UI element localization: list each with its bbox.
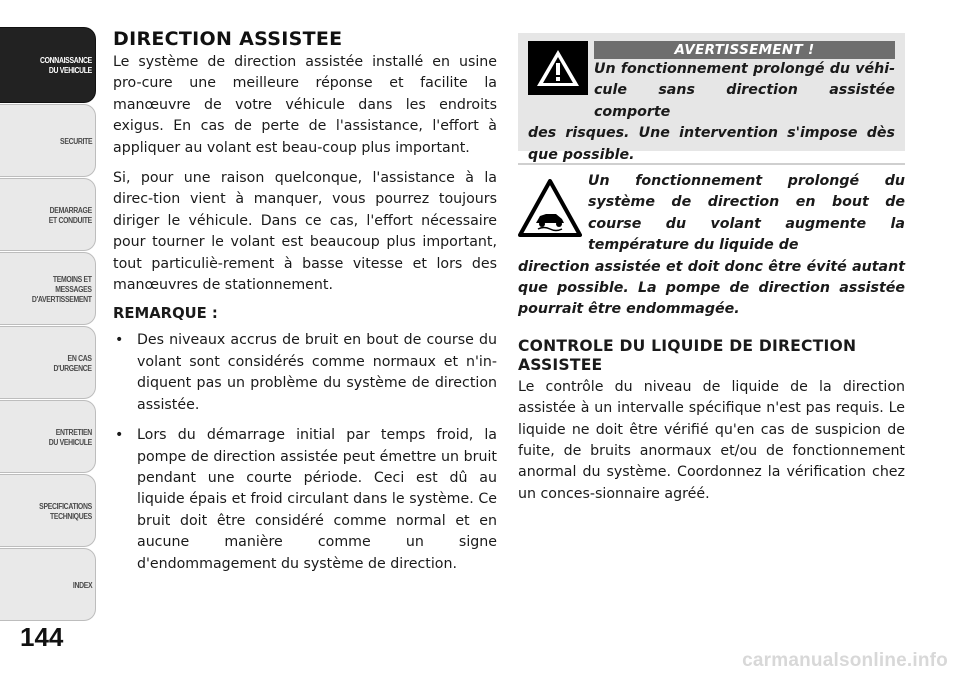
tab-connaissance-du-vehicule[interactable]	[0, 27, 96, 103]
bullet-icon: •	[115, 332, 124, 349]
tab-label: SPECIFICATIONS TECHNIQUES	[39, 500, 92, 521]
right-column	[518, 33, 905, 505]
bullet-icon: •	[115, 427, 124, 444]
tab-temoins-et-messages[interactable]	[0, 252, 96, 325]
caution-text-indented: Un fonctionnement prolongé du système de direction en bout de course du volant augmente la température du liquide de	[588, 173, 905, 254]
tab-securite[interactable]	[0, 104, 96, 177]
tab-entretien-du-vehicule[interactable]	[0, 400, 96, 473]
section-title: DIRECTION ASSISTEE	[113, 28, 343, 50]
tab-index[interactable]	[0, 548, 96, 621]
car-skid-triangle-icon	[518, 179, 582, 237]
bullet-list	[113, 330, 497, 574]
tab-label: EN CAS D'URGENCE	[53, 352, 92, 373]
list-item	[113, 330, 497, 416]
tab-demarrage-et-conduite[interactable]	[0, 178, 96, 251]
paragraph: Le système de direction assistée installé en usine pro-cure une meilleure réponse et facilite la manœuvre de votre véhicule dans les endroits exigus. En cas de perte de l'assistance, l'effort à appliquer au volant est beau-coup plus important.	[113, 54, 497, 156]
note-title: REMARQUE :	[113, 305, 218, 323]
warning-triangle-icon	[528, 41, 588, 95]
tab-specifications-techniques[interactable]	[0, 474, 96, 547]
watermark: carmanualsonline.info	[742, 650, 948, 671]
list-item-text: Des niveaux accrus de bruit en bout de course du volant sont considérés comme normaux et n'in-diquent pas un problème du système de direction assistée.	[137, 332, 497, 413]
tab-en-cas-d-urgence[interactable]	[0, 326, 96, 399]
paragraph: Si, pour une raison quelconque, l'assistance à la direc-tion vient à manquer, vous pourrez toujours diriger le véhicule. Dans ce cas, l'effort nécessaire pour tourner le volant est beaucoup plus important, tout particuliè-rement à basse vitesse et lors des manœuvres de stationnement.	[113, 170, 497, 294]
warning-text-indented: Un fonctionnement prolongé du véhi-cule sans direction assistée comporte	[594, 61, 895, 120]
warning-text-full: des risques. Une intervention s'impose dès que possible.	[528, 125, 895, 163]
warning-box	[518, 33, 905, 163]
list-item	[113, 425, 497, 575]
page-number: 144	[20, 622, 64, 652]
warning-heading: AVERTISSEMENT !	[594, 41, 895, 59]
caution-text-full: direction assistée et doit donc être évité autant que possible. La pompe de direction assistée pourrait être endommagée.	[518, 258, 905, 318]
tab-label: CONNAISSANCE DU VEHICULE	[40, 55, 92, 75]
tab-label: ENTRETIEN DU VEHICULE	[48, 426, 92, 447]
tab-label: INDEX	[72, 579, 92, 590]
subsection-title: CONTROLE DU LIQUIDE DE DIRECTION ASSISTEE	[518, 336, 857, 374]
caution-block	[518, 171, 905, 321]
tab-label: SECURITE	[59, 135, 92, 146]
paragraph: Le contrôle du niveau de liquide de la direction assistée à un intervalle spécifique n'est pas requis. Le liquide ne doit être vérifié qu'en cas de suspicion de fuite, de bruits anormaux et/ou de fonctionnement anormal du système. Coordonnez la vérification chez un conces-sionnaire agréé.	[518, 378, 905, 502]
tab-label: TEMOINS ET MESSAGES D'AVERTISSEMENT	[32, 273, 92, 304]
list-item-text: Lors du démarrage initial par temps froid, la pompe de direction assistée peut émettre un bruit pendant une courte période. Ceci est dû au liquide épais et froid circulant dans le système. Ce bruit doit être considéré comme normal et en aucune manière comme un signe d'endommagement du système de direction.	[137, 427, 497, 572]
left-column	[113, 28, 497, 584]
tab-label: DEMARRAGE ET CONDUITE	[48, 204, 92, 225]
